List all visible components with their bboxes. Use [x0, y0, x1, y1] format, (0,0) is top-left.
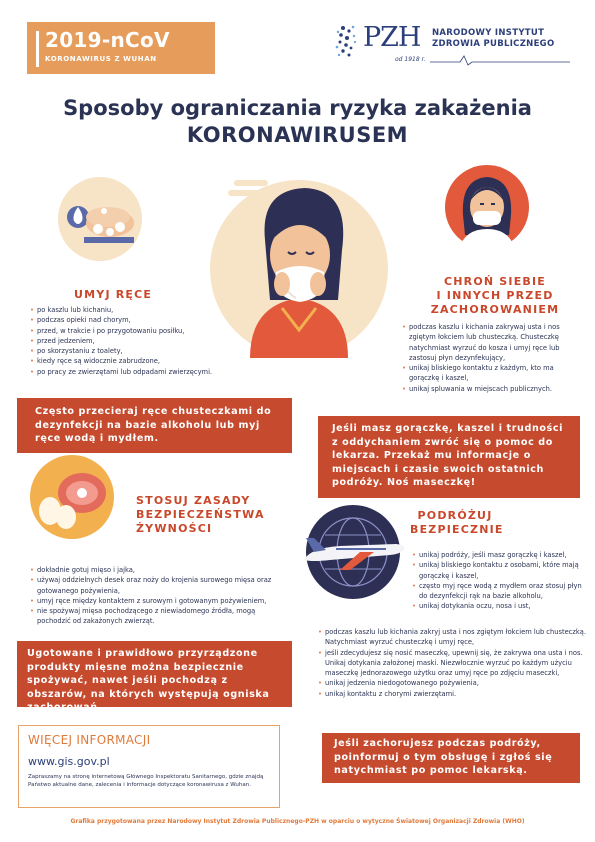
hands-tip-box: Często przecieraj ręce chusteczkami do dezynfekcji na bazie alkoholu lub myj ręce wodą i mydłem. — [17, 398, 292, 453]
food-heading-line3: ŻYWNOŚCI — [136, 522, 213, 535]
list-item: • unikaj kontaktu z chorymi zwierzętami. — [318, 689, 586, 699]
list-item: • unikaj dotykania oczu, nosa i ust, — [412, 601, 584, 611]
pulse-line-icon — [430, 54, 570, 66]
title-line1: Sposoby ograniczania ryzyka zakażenia — [63, 96, 532, 120]
list-item: • po kaszlu lub kichaniu, — [30, 305, 270, 315]
meat-eggs-icon — [30, 455, 114, 539]
more-info-box — [18, 725, 280, 808]
hands-heading: UMYJ RĘCE — [74, 288, 153, 301]
list-item: • nie spożywaj mięsa pochodzącego z niewiadomego źródła, mogą pochodzić od zakażonych zwierząt. — [30, 606, 280, 627]
list-item: • kiedy ręce są widocznie zabrudzone, — [30, 356, 270, 366]
list-item: • unikaj spluwania w miejscach publicznych. — [402, 384, 582, 394]
food-tip-box: Ugotowane i prawidłowo przyrządzone produkty mięsne można bezpiecznie spożywać, nawet jeśli pochodzą z obszarów, na których występują ogniska zachorowań. — [17, 641, 292, 707]
travel-heading-line2: BEZPIECZNIE — [410, 523, 504, 536]
more-info-link[interactable]: www.gis.gov.pl — [28, 755, 110, 768]
handwash-illustration — [58, 177, 142, 261]
list-item: • po pracy ze zwierzętami lub odpadami zwierzęcymi. — [30, 367, 270, 377]
list-item: • podczas kaszlu i kichania zakrywaj usta i nos zgiętym łokciem lub chusteczką. Chusteczkę natychmiast wyrzuć do kosza i umyj ręce lub zastosuj płyn dezynfekujący, — [402, 322, 582, 363]
badge-subtitle: KORONAWIRUS Z WUHAN — [45, 55, 157, 63]
food-heading-line2: BEZPIECZEŃSTWA — [136, 508, 265, 521]
list-item: • unikaj bliskiego kontaktu z osobami, które mają gorączkę i kaszel, — [412, 560, 584, 581]
protect-heading-line3: ZACHOROWANIEM — [430, 303, 560, 316]
pzh-logo — [335, 20, 575, 70]
masked-woman-icon — [445, 165, 529, 249]
food-list — [30, 565, 280, 627]
travel-tip-box: Jeśli zachorujesz podczas podróży, poinformuj o tym obsługę i zgłoś się natychmiast po pomoc lekarską. — [322, 733, 580, 783]
list-item: • po skorzystaniu z toalety, — [30, 346, 270, 356]
food-illustration — [30, 455, 114, 539]
protect-heading-line1: CHROŃ SIEBIE — [443, 275, 547, 288]
protect-list — [402, 322, 582, 394]
footer-credit: Grafika przygotowana przez Narodowy Instytut Zdrowia Publicznego-PZH w oparciu o wytyczne Światowej Organizacji Zdrowia (WHO) — [70, 818, 525, 825]
protect-heading-line2: I INNYCH PRZED — [436, 289, 554, 302]
logo-pzh: PZH — [363, 22, 421, 53]
airplane-icon — [300, 530, 410, 574]
logo-since: od 1918 r. — [395, 56, 426, 63]
badge-divider — [36, 31, 39, 67]
sneeze-puff-icon — [228, 178, 278, 200]
food-heading — [136, 494, 265, 536]
logo-name-line2: ZDROWIA PUBLICZNEGO — [432, 39, 555, 49]
list-item: • często myj ręce wodą z mydłem oraz stosuj płyn do dezynfekcji rąk na bazie alkoholu, — [412, 581, 584, 602]
hands-list — [30, 305, 270, 377]
food-heading-line1: STOSUJ ZASADY — [136, 494, 251, 507]
more-info-description: Zapraszamy na stronę internetową Głównego Inspektoratu Sanitarnego, gdzie znajdą Państwo aktualne dane, zalecenia i informacje dotyczące koronawirusa z Wuhan. — [28, 774, 264, 788]
header-badge — [27, 22, 215, 74]
list-item: • unikaj bliskiego kontaktu z każdym, kto ma gorączkę i kaszel, — [402, 363, 582, 384]
logo-name-line1: NARODOWY INSTYTUT — [432, 28, 545, 38]
travel-heading-line1: PODRÓŻUJ — [417, 509, 493, 522]
travel-heading — [410, 509, 504, 537]
list-item: • podczas opieki nad chorym, — [30, 315, 270, 325]
list-item: • umyj ręce między kontaktem z surowym i gotowanym pożywieniem, — [30, 596, 280, 606]
dna-logo-icon — [335, 24, 365, 60]
travel-list-b — [318, 627, 586, 699]
list-item: • przed jedzeniem, — [30, 336, 270, 346]
logo-name — [432, 28, 554, 50]
more-info-heading: WIĘCEJ INFORMACJI — [28, 733, 151, 747]
masked-woman-illustration — [445, 165, 529, 249]
list-item: • unikaj jedzenia niedogotowanego pożywienia, — [318, 678, 586, 688]
page-title — [0, 95, 595, 149]
list-item: • jeśli zdecydujesz się nosić maseczkę, upewnij się, że zakrywa ona usta i nos. Unikaj dotykania założonej maski. Niezwłocznie wyrzuć po każdym użyciu maseczkę jednorazowego użytku oraz umyj ręce po zdjęciu maseczki, — [318, 648, 586, 679]
protect-tip-box: Jeśli masz gorączkę, kaszel i trudności z oddychaniem zwróć się o pomoc do lekarza. Przekaż mu informacje o miejscach i czasie swoich ostatnich podróży. Noś maseczkę! — [318, 416, 580, 498]
badge-title: 2019-nCoV — [45, 28, 170, 52]
title-line2: KORONAWIRUSEM — [186, 123, 409, 147]
list-item: • podczas kaszlu lub kichania zakryj usta i nos zgiętym łokciem lub chusteczką. Natychmiast wyrzuć chusteczkę i umyj ręce, — [318, 627, 586, 648]
list-item: • unikaj podróży, jeśli masz gorączkę i kaszel, — [412, 550, 584, 560]
travel-list-a — [412, 550, 584, 612]
handwash-icon — [58, 177, 142, 261]
list-item: • używaj oddzielnych desek oraz noży do krojenia surowego mięsa oraz gotowanego pożywienia, — [30, 575, 280, 596]
list-item: • przed, w trakcie i po przygotowaniu posiłku, — [30, 326, 270, 336]
list-item: • dokładnie gotuj mięso i jajka, — [30, 565, 280, 575]
protect-heading — [430, 275, 560, 317]
